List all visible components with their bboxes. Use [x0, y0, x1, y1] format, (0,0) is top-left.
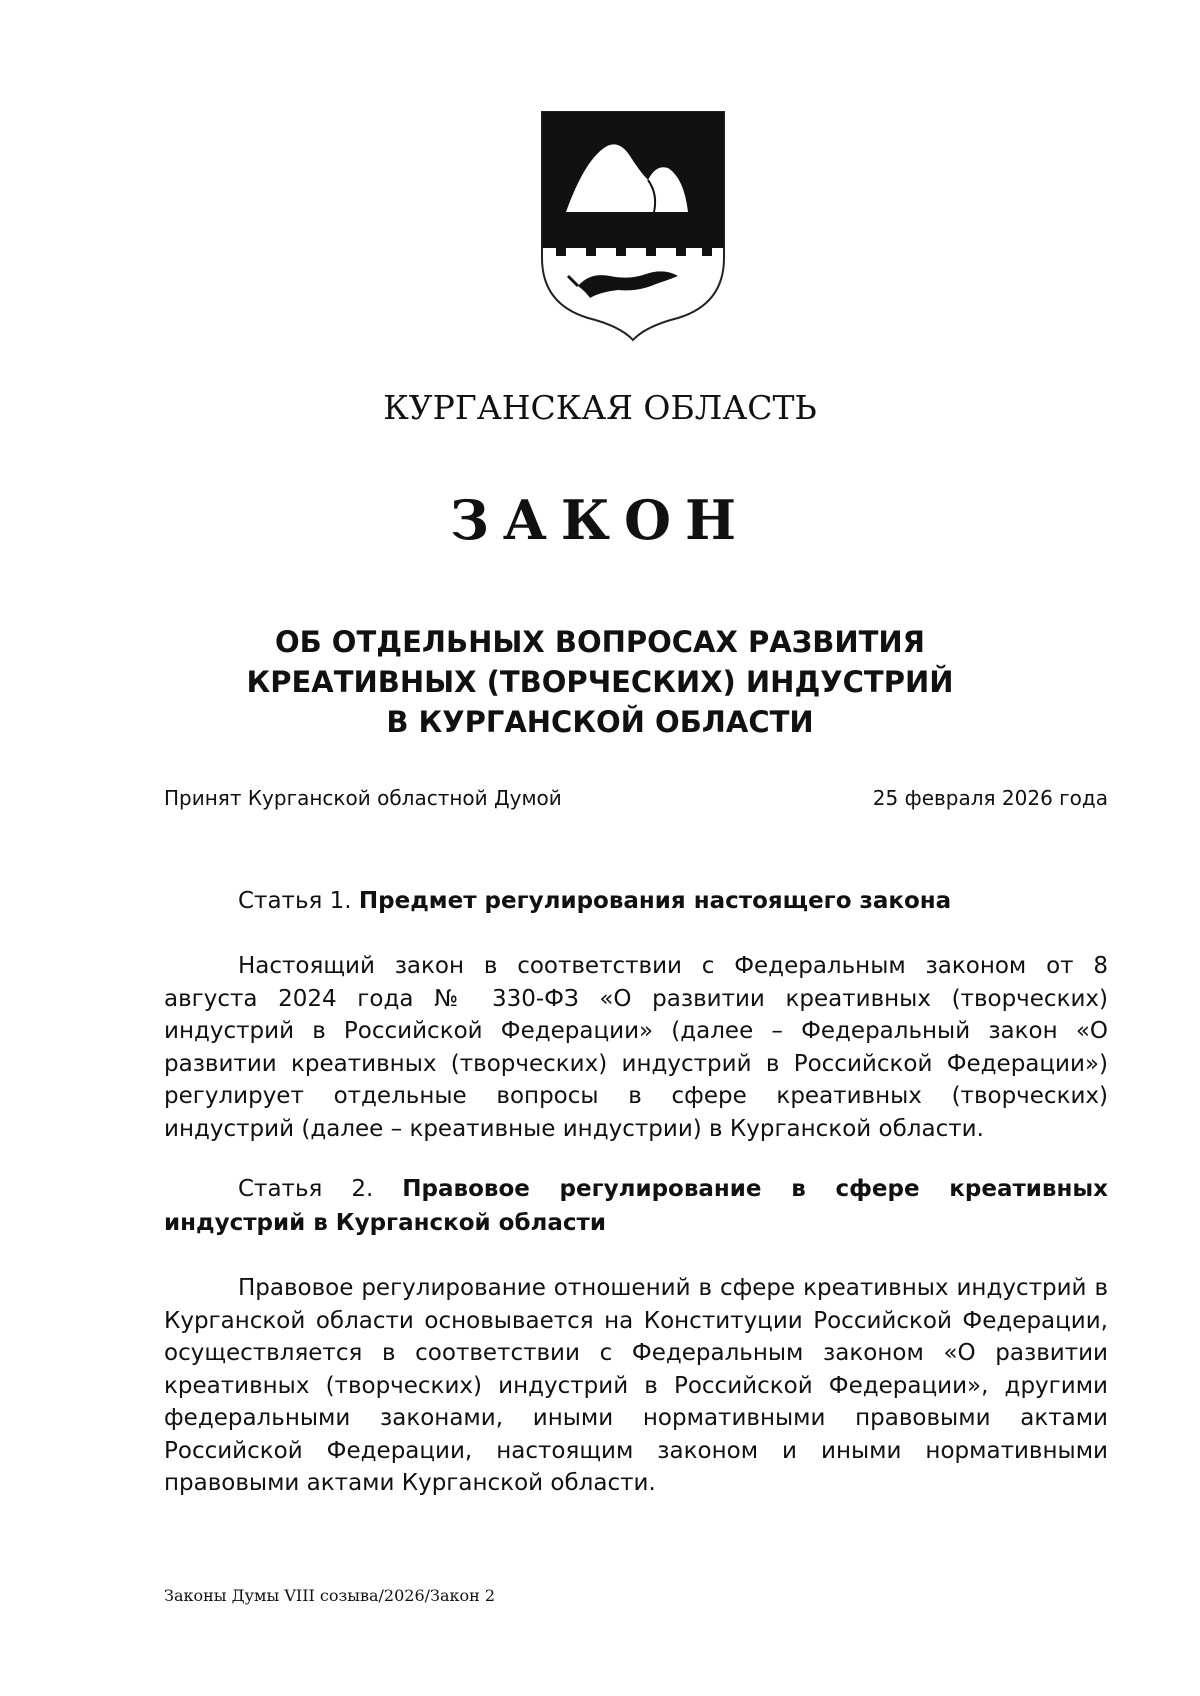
article-number: Статья 2. [238, 1176, 374, 1202]
region-name: КУРГАНСКАЯ ОБЛАСТЬ [383, 388, 817, 427]
article-1-text: Настоящий закон в соответствии с Федеральным законом от 8 августа 2024 года № 330-ФЗ «О развитии креативных (творческих) индустрий в Российской Федерации» (далее – Федеральный закон «О развитии креативных (творческих) индустрий в Российской Федерации») регулирует отдельные вопросы в сфере креативных (творческих) индустрий (далее – креативные индустрии) в Курганской области. [164, 953, 1108, 1142]
adoption-date: 25 февраля 2026 года [872, 786, 1108, 810]
article-title: Предмет регулирования настоящего закона [358, 888, 952, 914]
adopted-by: Принят Курганской областной Думой [164, 786, 562, 810]
article-2-text: Правовое регулирование отношений в сфере креативных индустрий в Курганской области основывается на Конституции Российской Федерации, осуществляется в соответствии с Федеральным законом «О развитии креативных (творческих) индустрий в Российской Федерации», другими федеральными законами, иными нормативными правовыми актами Российской Федерации, настоящим законом и иными нормативными правовыми актами Курганской области. [164, 1275, 1108, 1496]
adoption-line [164, 786, 1108, 810]
law-title-line: КРЕАТИВНЫХ (ТВОРЧЕСКИХ) ИНДУСТРИЙ [246, 665, 954, 699]
article-number: Статья 1. [238, 888, 352, 914]
footer-reference: Законы Думы VIII созыва/2026/Закон 2 [164, 1586, 496, 1605]
article-2-heading [164, 1172, 1108, 1240]
law-title-line: В КУРГАНСКОЙ ОБЛАСТИ [386, 705, 814, 739]
document-type: ЗАКОН [449, 488, 751, 552]
law-title [0, 622, 1200, 742]
law-title-line: ОБ ОТДЕЛЬНЫХ ВОПРОСАХ РАЗВИТИЯ [274, 625, 926, 659]
article-1-heading [164, 884, 1108, 918]
article-title: Правовое регулирование в сфере креативных индустрий в Курганской области [164, 1176, 1108, 1236]
coat-of-arms-icon [538, 108, 728, 344]
